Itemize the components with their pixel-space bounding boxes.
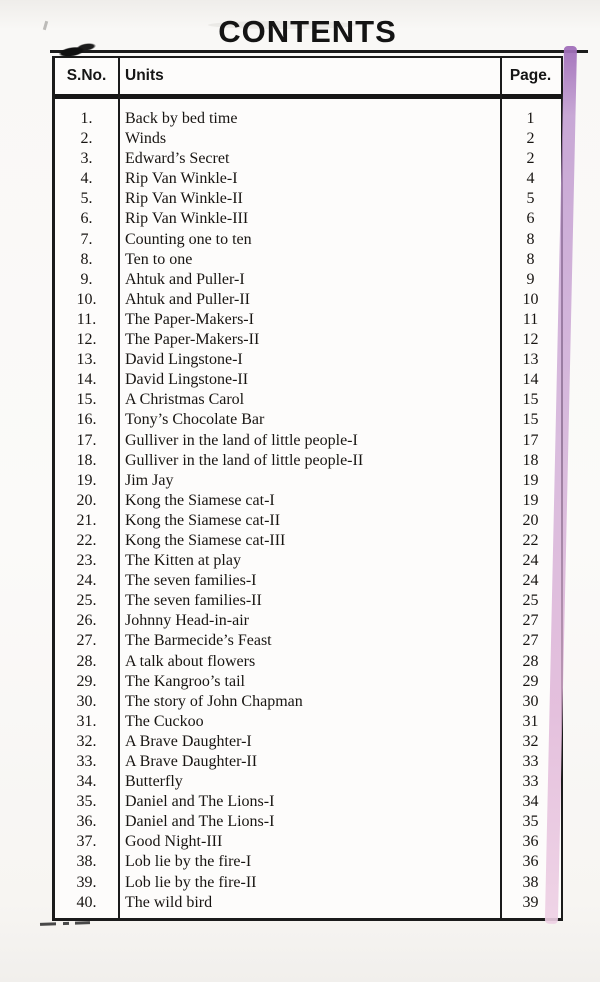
cell-serial-number: 7. bbox=[80, 230, 93, 248]
cell-unit-title: The Kitten at play bbox=[125, 552, 241, 570]
cell-serial-number: 22. bbox=[76, 531, 97, 549]
cell-serial-number: 39. bbox=[76, 873, 97, 891]
page-title: CONTENTS bbox=[218, 14, 397, 49]
table-row bbox=[55, 451, 561, 471]
table-row bbox=[55, 852, 561, 872]
bottom-dash-mark bbox=[40, 921, 90, 926]
table-row bbox=[55, 471, 561, 491]
table-row bbox=[55, 169, 561, 189]
cell-unit-title: A talk about flowers bbox=[125, 652, 256, 670]
cell-page-number: 34 bbox=[522, 793, 539, 811]
cell-serial-number: 20. bbox=[76, 491, 97, 509]
table-row bbox=[55, 752, 561, 772]
cell-serial-number: 14. bbox=[76, 371, 97, 389]
cell-serial-number: 17. bbox=[76, 431, 97, 449]
cell-page-number: 27 bbox=[522, 612, 539, 630]
cell-page-number: 27 bbox=[522, 632, 539, 650]
cell-serial-number: 36. bbox=[76, 813, 97, 831]
cell-unit-title: David Lingstone-II bbox=[125, 371, 249, 389]
table-row bbox=[55, 390, 561, 410]
table-row bbox=[55, 772, 561, 792]
cell-unit-title: Ten to one bbox=[125, 250, 193, 268]
table-row bbox=[55, 732, 561, 752]
cell-page-number: 28 bbox=[522, 652, 539, 670]
header-units: Units bbox=[125, 67, 164, 84]
cell-unit-title: Daniel and The Lions-I bbox=[125, 813, 275, 831]
cell-page-number: 36 bbox=[522, 833, 539, 851]
cell-serial-number: 10. bbox=[76, 290, 97, 308]
table-row bbox=[55, 370, 561, 390]
table-row bbox=[55, 290, 561, 310]
cell-serial-number: 38. bbox=[76, 853, 97, 871]
cell-serial-number: 6. bbox=[80, 210, 93, 228]
cell-unit-title: The Cuckoo bbox=[125, 712, 204, 730]
table-row bbox=[55, 250, 561, 270]
cell-unit-title: The Paper-Makers-I bbox=[125, 310, 254, 328]
cell-page-number: 24 bbox=[522, 572, 539, 590]
cell-page-number: 33 bbox=[522, 773, 539, 791]
cell-serial-number: 32. bbox=[76, 732, 97, 750]
table-row bbox=[55, 410, 561, 430]
cell-unit-title: Daniel and The Lions-I bbox=[125, 793, 275, 811]
cell-unit-title: Back by bed time bbox=[125, 110, 238, 127]
table-row bbox=[55, 792, 561, 812]
cell-serial-number: 21. bbox=[76, 511, 97, 529]
cell-page-number: 31 bbox=[522, 712, 539, 730]
table-header-row bbox=[55, 58, 561, 99]
table-row bbox=[55, 692, 561, 712]
table-row bbox=[55, 431, 561, 451]
cell-unit-title: Good Night-III bbox=[125, 833, 223, 851]
table-row bbox=[55, 571, 561, 591]
cell-unit-title: David Lingstone-I bbox=[125, 351, 243, 369]
cell-page-number: 9 bbox=[526, 270, 535, 288]
table-row bbox=[55, 270, 561, 290]
cell-serial-number: 25. bbox=[76, 592, 97, 610]
cell-page-number: 2 bbox=[526, 150, 535, 168]
title-underline-rule bbox=[50, 50, 588, 53]
table-row bbox=[55, 672, 561, 692]
cell-page-number: 20 bbox=[522, 511, 539, 529]
table-row bbox=[55, 832, 561, 852]
cell-page-number: 32 bbox=[522, 732, 539, 750]
cell-unit-title: A Brave Daughter-II bbox=[125, 753, 258, 770]
table-row bbox=[55, 591, 561, 611]
cell-page-number: 17 bbox=[522, 431, 539, 449]
cell-page-number: 4 bbox=[526, 170, 535, 188]
cell-serial-number: 8. bbox=[80, 250, 93, 268]
cell-unit-title: The wild bird bbox=[125, 893, 213, 911]
cell-unit-title: A Christmas Carol bbox=[125, 391, 245, 409]
table-row bbox=[55, 189, 561, 209]
cell-unit-title: The seven families-II bbox=[125, 592, 262, 610]
cell-page-number: 39 bbox=[522, 893, 539, 911]
table-row bbox=[55, 209, 561, 229]
table-row bbox=[55, 129, 561, 149]
cell-unit-title: Gulliver in the land of little people-I bbox=[125, 431, 358, 449]
header-page: Page. bbox=[509, 67, 552, 84]
cell-unit-title: Kong the Siamese cat-I bbox=[125, 491, 275, 509]
cell-page-number: 38 bbox=[522, 873, 539, 891]
cell-unit-title: Johnny Head-in-air bbox=[125, 612, 249, 630]
cell-serial-number: 30. bbox=[76, 692, 97, 710]
pen-tick-mark bbox=[43, 21, 48, 30]
cell-serial-number: 12. bbox=[76, 331, 97, 349]
cell-unit-title: Lob lie by the fire-I bbox=[125, 853, 252, 871]
cell-unit-title: Ahtuk and Puller-II bbox=[125, 290, 250, 308]
cell-page-number: 18 bbox=[522, 451, 539, 469]
cell-unit-title: Butterfly bbox=[125, 773, 183, 791]
cell-serial-number: 31. bbox=[76, 712, 97, 730]
cell-unit-title: Rip Van Winkle-III bbox=[125, 210, 249, 228]
cell-serial-number: 33. bbox=[76, 753, 97, 770]
cell-page-number: 11 bbox=[522, 310, 539, 328]
cell-unit-title: The story of John Chapman bbox=[125, 692, 303, 710]
table-row bbox=[55, 109, 561, 129]
cell-serial-number: 28. bbox=[76, 652, 97, 670]
cell-serial-number: 5. bbox=[80, 190, 93, 208]
cell-serial-number: 13. bbox=[76, 351, 97, 369]
cell-page-number: 29 bbox=[522, 672, 539, 690]
cell-serial-number: 40. bbox=[76, 893, 97, 911]
cell-unit-title: Kong the Siamese cat-II bbox=[125, 511, 281, 529]
table-row bbox=[55, 350, 561, 370]
cell-page-number: 8 bbox=[526, 250, 535, 268]
cell-page-number: 12 bbox=[522, 331, 539, 349]
cell-serial-number: 2. bbox=[80, 130, 93, 148]
table-row bbox=[55, 551, 561, 571]
cell-unit-title: Counting one to ten bbox=[125, 230, 252, 248]
cell-unit-title: Ahtuk and Puller-I bbox=[125, 270, 245, 288]
cell-unit-title: Jim Jay bbox=[125, 471, 174, 489]
cell-serial-number: 15. bbox=[76, 391, 97, 409]
cell-unit-title: The Paper-Makers-II bbox=[125, 331, 260, 349]
cell-page-number: 1 bbox=[526, 110, 535, 127]
table-row bbox=[55, 611, 561, 631]
cell-page-number: 14 bbox=[522, 371, 539, 389]
table-row bbox=[55, 652, 561, 672]
table-row bbox=[55, 531, 561, 551]
table-row bbox=[55, 149, 561, 169]
cell-page-number: 35 bbox=[522, 813, 539, 831]
table-row bbox=[55, 712, 561, 732]
cell-page-number: 22 bbox=[522, 531, 539, 549]
table-row bbox=[55, 812, 561, 832]
cell-page-number: 24 bbox=[522, 552, 539, 570]
cell-page-number: 33 bbox=[522, 753, 539, 770]
cell-page-number: 5 bbox=[526, 190, 535, 208]
cell-unit-title: Lob lie by the fire-II bbox=[125, 873, 257, 891]
cell-unit-title: The Barmecide’s Feast bbox=[125, 632, 272, 650]
cell-unit-title: Kong the Siamese cat-III bbox=[125, 531, 286, 549]
table-row bbox=[55, 230, 561, 250]
cell-unit-title: Rip Van Winkle-I bbox=[125, 170, 238, 188]
cell-unit-title: The seven families-I bbox=[125, 572, 257, 590]
table-row bbox=[55, 511, 561, 531]
cell-serial-number: 23. bbox=[76, 552, 97, 570]
cell-unit-title: Gulliver in the land of little people-II bbox=[125, 451, 364, 469]
cell-serial-number: 37. bbox=[76, 833, 97, 851]
cell-serial-number: 3. bbox=[80, 150, 93, 168]
cell-page-number: 2 bbox=[526, 130, 535, 148]
cell-page-number: 19 bbox=[522, 491, 539, 509]
cell-unit-title: Tony’s Chocolate Bar bbox=[125, 411, 265, 429]
cell-serial-number: 4. bbox=[80, 170, 93, 188]
cell-serial-number: 16. bbox=[76, 411, 97, 429]
cell-page-number: 8 bbox=[526, 230, 535, 248]
cell-page-number: 25 bbox=[522, 592, 539, 610]
cell-page-number: 13 bbox=[522, 351, 539, 369]
table-row bbox=[55, 873, 561, 893]
column-divider-units-page bbox=[500, 56, 502, 918]
cell-serial-number: 19. bbox=[76, 471, 97, 489]
cell-serial-number: 29. bbox=[76, 672, 97, 690]
table-body bbox=[55, 99, 561, 918]
cell-page-number: 15 bbox=[522, 391, 539, 409]
cell-serial-number: 34. bbox=[76, 773, 97, 791]
table-row bbox=[55, 893, 561, 913]
cell-page-number: 19 bbox=[522, 471, 539, 489]
cell-serial-number: 27. bbox=[76, 632, 97, 650]
cell-page-number: 36 bbox=[522, 853, 539, 871]
cell-unit-title: Winds bbox=[125, 130, 167, 148]
table-row bbox=[55, 330, 561, 350]
cell-serial-number: 24. bbox=[76, 572, 97, 590]
contents-table bbox=[52, 56, 563, 921]
cell-serial-number: 26. bbox=[76, 612, 97, 630]
cell-serial-number: 35. bbox=[76, 793, 97, 811]
cell-page-number: 6 bbox=[526, 210, 535, 228]
cell-serial-number: 18. bbox=[76, 451, 97, 469]
cell-serial-number: 9. bbox=[80, 270, 93, 288]
cell-unit-title: Rip Van Winkle-II bbox=[125, 190, 243, 208]
cell-unit-title: The Kangroo’s tail bbox=[125, 672, 245, 690]
cell-page-number: 30 bbox=[522, 692, 539, 710]
column-divider-sno-units bbox=[118, 56, 120, 918]
table-row bbox=[55, 631, 561, 651]
cell-unit-title: A Brave Daughter-I bbox=[125, 732, 252, 750]
cell-serial-number: 1. bbox=[80, 110, 93, 127]
cell-serial-number: 11. bbox=[76, 310, 97, 328]
cell-page-number: 10 bbox=[522, 290, 539, 308]
cell-page-number: 15 bbox=[522, 411, 539, 429]
header-serial-number: S.No. bbox=[66, 67, 107, 84]
table-row bbox=[55, 491, 561, 511]
table-row bbox=[55, 310, 561, 330]
cell-unit-title: Edward’s Secret bbox=[125, 150, 230, 168]
